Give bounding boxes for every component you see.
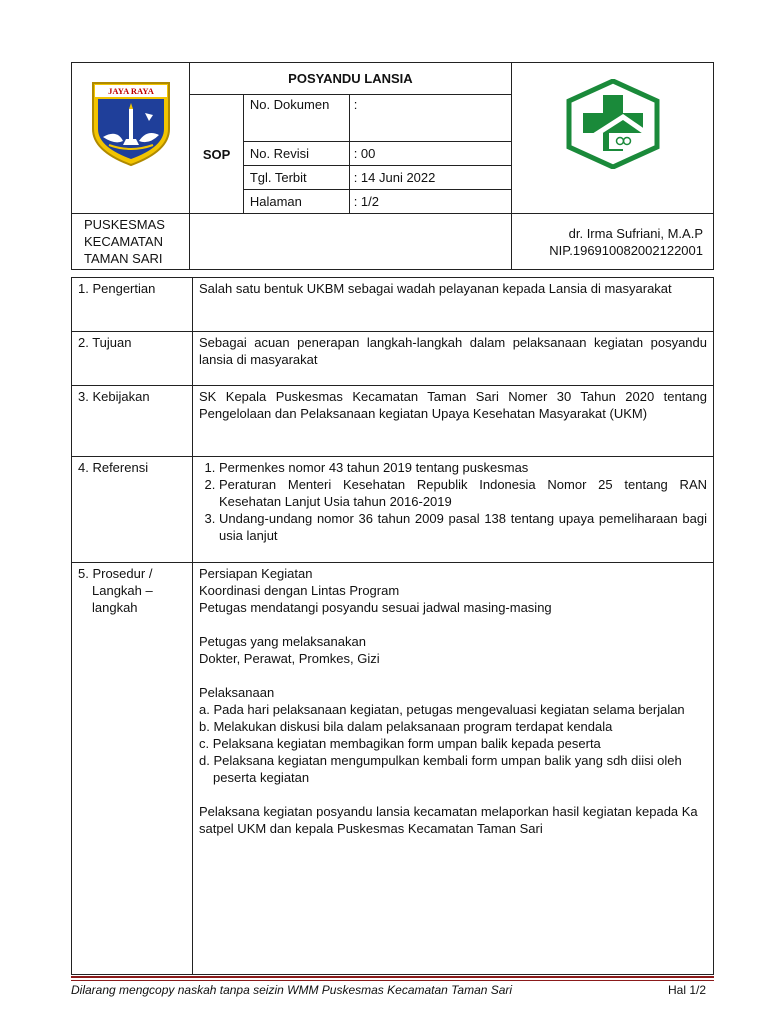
signer-block bbox=[511, 214, 713, 270]
pelaksanaan-steps bbox=[199, 701, 707, 786]
laporan-text: Pelaksana kegiatan posyandu lansia kecamatan melaporkan hasil kegiatan kepada Ka satpel UKM dan kepala Puskesmas Kecamatan Taman Sari bbox=[199, 804, 698, 836]
referensi-item: 1. Permenkes nomor 43 tahun 2019 tentang puskesmas bbox=[219, 459, 707, 476]
pelaksanaan-step: b. Melakukan diskusi bila dalam pelaksanaan program terdapat kendala bbox=[199, 719, 613, 734]
field-label-halaman: Halaman bbox=[243, 190, 349, 214]
field-value-no-revisi: : 00 bbox=[349, 142, 511, 166]
crest-text: JAYA RAYA bbox=[108, 86, 154, 96]
pelaksanaan-title: Pelaksanaan bbox=[199, 685, 275, 700]
field-label-tgl-terbit: Tgl. Terbit bbox=[243, 166, 349, 190]
section-text-pengertian: Salah satu bentuk UKBM sebagai wadah pelayanan kepada Lansia di masyarakat bbox=[193, 278, 714, 332]
signer-nip: NIP.196910082002122001 bbox=[549, 242, 703, 258]
persiapan-title: Persiapan Kegiatan bbox=[199, 566, 313, 581]
field-value-tgl-terbit: : 14 Juni 2022 bbox=[349, 166, 511, 190]
organization-name: PUSKESMAS KECAMATAN TAMAN SARI bbox=[72, 214, 190, 270]
petugas-list: Dokter, Perawat, Promkes, Gizi bbox=[199, 651, 380, 666]
right-logo-cell bbox=[511, 63, 713, 214]
pelaksanaan-step: c. Pelaksana kegiatan membagikan form umpan balik kepada peserta bbox=[199, 736, 601, 751]
section-label-prosedur bbox=[72, 563, 193, 975]
left-logo-cell bbox=[72, 63, 190, 214]
jaya-raya-crest-icon bbox=[89, 79, 173, 167]
header-empty-cell bbox=[190, 214, 511, 270]
puskesmas-cross-icon bbox=[565, 79, 661, 169]
footer-notice: Dilarang mengcopy naskah tanpa seizin WMM Puskesmas Kecamatan Taman Sari bbox=[71, 983, 513, 997]
persiapan-item: Petugas mendatangi posyandu sesuai jadwal masing-masing bbox=[199, 600, 552, 615]
petugas-title: Petugas yang melaksanakan bbox=[199, 634, 366, 649]
section-label-pengertian: 1. Pengertian bbox=[72, 278, 193, 332]
prosedur-label-line3: langkah bbox=[92, 600, 138, 615]
sop-content-table bbox=[71, 277, 714, 975]
referensi-item: 2. Peraturan Menteri Kesehatan Republik Indonesia Nomor 25 tentang RAN Kesehatan Lanjut Usia tahun 2016-2019 bbox=[219, 476, 707, 510]
section-referensi-list bbox=[193, 457, 714, 563]
footer-rule-thin bbox=[71, 980, 714, 981]
section-label-tujuan: 2. Tujuan bbox=[72, 332, 193, 386]
document-title: POSYANDU LANSIA bbox=[190, 63, 511, 95]
prosedur-label-line2: Langkah – bbox=[92, 583, 153, 598]
field-value-no-dokumen: : bbox=[349, 95, 511, 142]
sop-label: SOP bbox=[190, 95, 244, 214]
field-label-no-revisi: No. Revisi bbox=[243, 142, 349, 166]
footer-rule-thick bbox=[71, 976, 714, 978]
section-text-tujuan: Sebagai acuan penerapan langkah-langkah dalam pelaksanaan kegiatan posyandu lansia di masyarakat bbox=[193, 332, 714, 386]
field-value-halaman: : 1/2 bbox=[349, 190, 511, 214]
section-label-kebijakan: 3. Kebijakan bbox=[72, 386, 193, 457]
section-text-kebijakan: SK Kepala Puskesmas Kecamatan Taman Sari Nomer 30 Tahun 2020 tentang Pengelolaan dan Pelaksanaan kegiatan Upaya Kesehatan Masyarakat (UKM) bbox=[193, 386, 714, 457]
prosedur-label-line1: 5. Prosedur / bbox=[78, 566, 153, 581]
pelaksanaan-step: a. Pada hari pelaksanaan kegiatan, petugas mengevaluasi kegiatan selama berjalan bbox=[199, 702, 685, 717]
referensi-list bbox=[199, 459, 707, 544]
footer-page-number: Hal 1/2 bbox=[668, 983, 707, 997]
sop-header-table bbox=[71, 62, 714, 270]
referensi-item: 3. Undang-undang nomor 36 tahun 2009 pasal 138 tentang upaya pemeliharaan bagi usia lanjut bbox=[219, 510, 707, 544]
field-label-no-dokumen: No. Dokumen bbox=[243, 95, 349, 142]
persiapan-item: Koordinasi dengan Lintas Program bbox=[199, 583, 400, 598]
signer-name: dr. Irma Sufriani, M.A.P bbox=[568, 225, 703, 241]
section-prosedur-content bbox=[193, 563, 714, 975]
section-label-referensi: 4. Referensi bbox=[72, 457, 193, 563]
pelaksanaan-step: d. Pelaksana kegiatan mengumpulkan kembali form umpan balik yang sdh diisi oleh peserta kegiatan bbox=[199, 753, 682, 785]
